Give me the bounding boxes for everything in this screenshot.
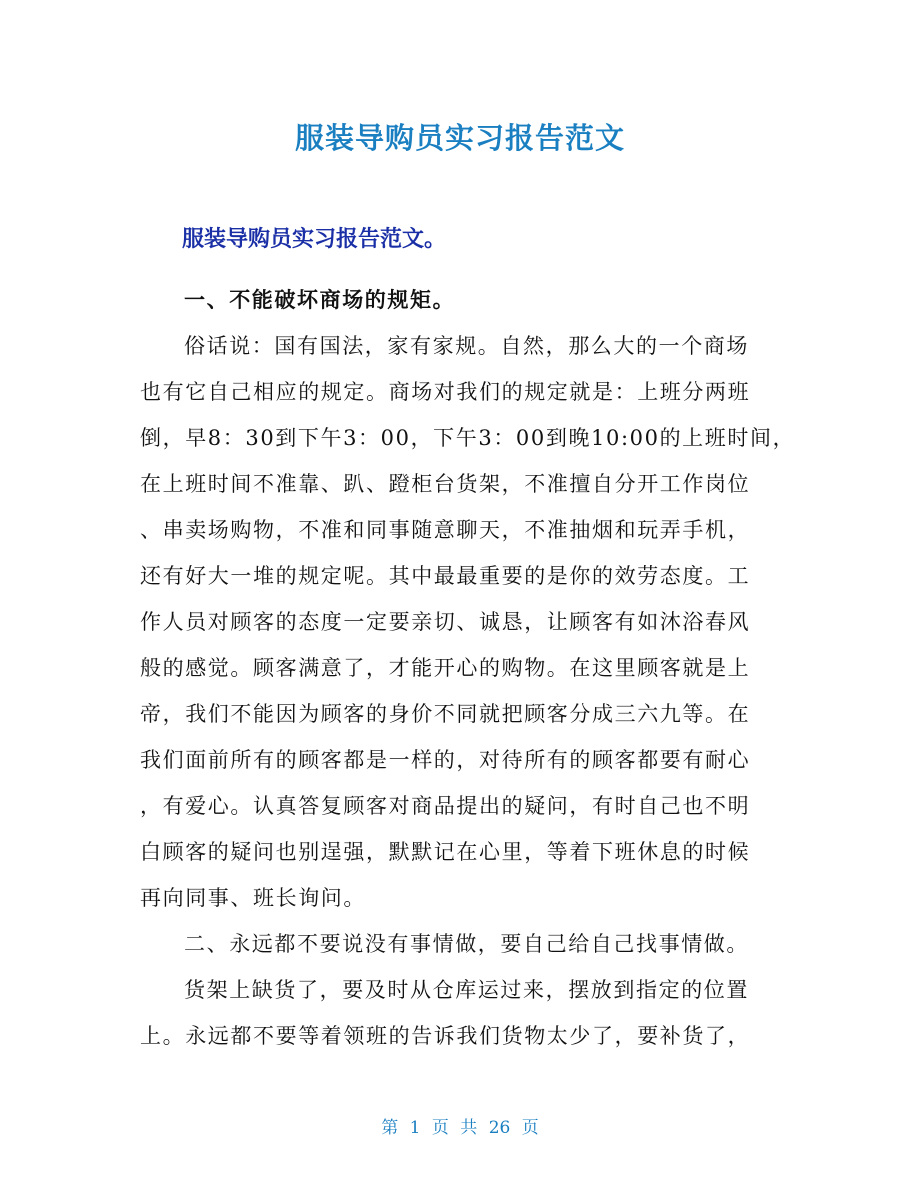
paragraph-line: ，有爱心。认真答复顾客对商品提出的疑问，有时自己也不明: [140, 794, 751, 818]
paragraph-line: 我们面前所有的顾客都是一样的，对待所有的顾客都要有耐心: [140, 748, 751, 772]
paragraph-line: 也有它自己相应的规定。商场对我们的规定就是：上班分两班: [140, 380, 751, 404]
paragraph-line: 上。永远都不要等着领班的告诉我们货物太少了，要补货了，: [140, 1024, 751, 1048]
paragraph-line: 货架上缺货了，要及时从仓库运过来，摆放到指定的位置: [184, 978, 749, 1002]
paragraph-line: 般的感觉。顾客满意了，才能开心的购物。在这里顾客就是上: [140, 656, 751, 680]
paragraph-line: 俗话说：国有国法，家有家规。自然，那么大的一个商场: [184, 334, 749, 358]
document-title: 服装导购员实习报告范文: [294, 121, 625, 155]
paragraph-line: 、串卖场购物，不准和同事随意聊天，不准抽烟和玩弄手机，: [140, 518, 751, 542]
paragraph-line: 再向同事、班长询问。: [140, 886, 366, 910]
section-heading-1: 一、不能破坏商场的规矩。: [184, 287, 456, 312]
paragraph-line: 作人员对顾客的态度一定要亲切、诚恳，让顾客有如沐浴春风: [140, 610, 751, 634]
paragraph-line: 在上班时间不准靠、趴、蹬柜台货架，不准擅自分开工作岗位: [140, 472, 751, 496]
paragraph-line: 倒，早8：30到下午3：00，下午3：00到晚10:00的上班时间，: [140, 426, 796, 450]
document-body: [140, 277, 796, 1059]
document-subtitle: 服装导购员实习报告范文。: [182, 227, 447, 252]
paragraph-line: 白顾客的疑问也别逞强，默默记在心里，等着下班休息的时候: [140, 840, 751, 864]
paragraph-line: 帝，我们不能因为顾客的身价不同就把顾客分成三六九等。在: [140, 702, 751, 726]
section-heading-2: 二、永远都不要说没有事情做，要自己给自己找事情做。: [184, 932, 749, 956]
page-number-footer: 第 1 页 共 26 页: [381, 1118, 539, 1138]
paragraph-line: 还有好大一堆的规定呢。其中最最重要的是你的效劳态度。工: [140, 564, 751, 588]
